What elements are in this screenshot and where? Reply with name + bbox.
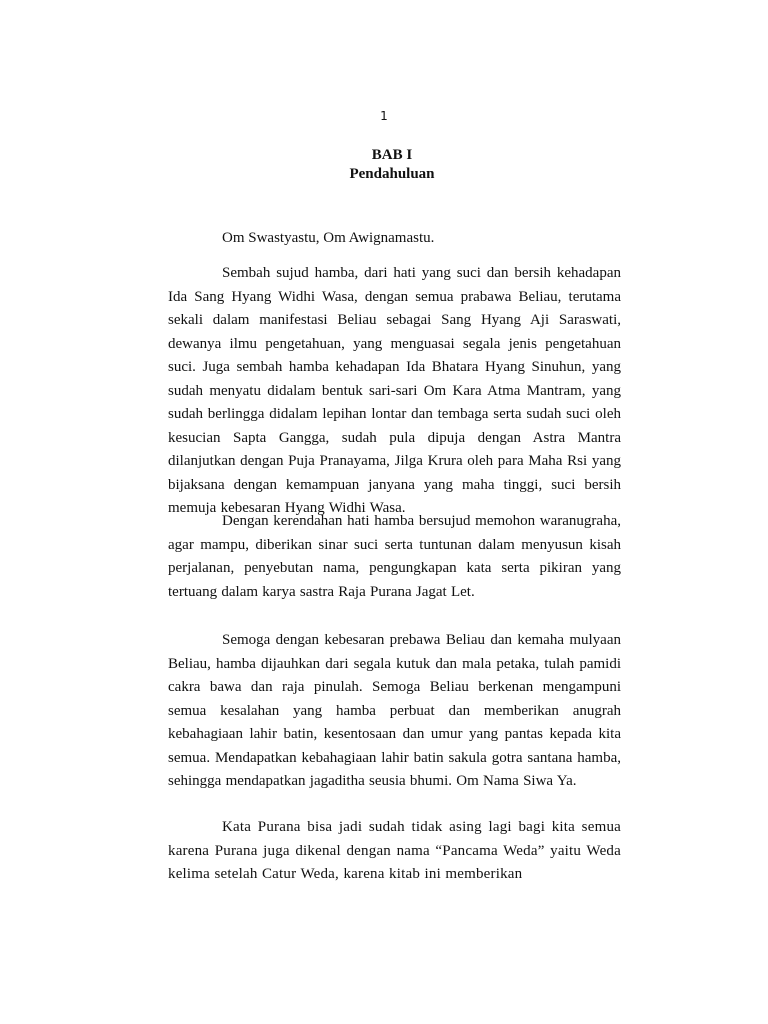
chapter-heading: BAB I [371,147,413,163]
paragraph-block [168,262,621,521]
paragraph: Sembah sujud hamba, dari hati yang suci dan bersih kehadapan Ida Sang Hyang Widhi Wasa, dengan semua prabawa Beliau, terutama sekali dalam manifestasi Beliau sebagai Sang Hyang Aji Saraswati, dewanya ilmu pengetahuan, yang menguasai segala jenis pengetahuan suci. Juga sembah hamba kehadapan Ida Bhatara Hyang Sinuhun, yang sudah menyatu didalam bentuk sari-sari Om Kara Atma Mantram, yang sudah berlingga didalam lepihan lontar dan tembaga serta sudah suci oleh kesucian Sapta Gangga, sudah pula dipuja dengan Astra Mantra dilanjutkan dengan Puja Pranayama, Jilga Krura oleh para Maha Rsi yang bijaksana dengan kemampuan janyana yang maha tinggi, suci bersih memuja kebesaran Hyang Widhi Wasa. [168,265,621,516]
paragraph: Semoga dengan kebesaran prebawa Beliau dan kemaha mulyaan Beliau, hamba dijauhkan dari segala kutuk dan mala petaka, tulah pamidi cakra bawa dan raja pinulah. Semoga Beliau berkenan mengampuni semua kesalahan yang hamba perbuat dan memberikan anugrah kebahagiaan lahir batin, kesentosaan dan umur yang pantas kepada kita semua. Mendapatkan kebahagiaan lahir batin sakula gotra santana hamba, sehingga mendapatkan jagaditha seusia bhumi. Om Nama Siwa Ya. [168,632,621,789]
paragraph-block [168,510,621,604]
chapter-title: Pendahuluan [349,166,435,182]
paragraph: Kata Purana bisa jadi sudah tidak asing lagi bagi kita semua karena Purana juga dikenal dengan nama “Pancama Weda” yaitu Weda kelima setelah Catur Weda, karena kitab ini memberikan [168,819,621,882]
greeting-block [168,227,621,251]
paragraph-block [168,629,621,794]
paragraph-block [168,816,621,887]
greeting-text: Om Swastyastu, Om Awignamastu. [222,230,435,246]
page-number: 1 [380,109,388,123]
paragraph: Dengan kerendahan hati hamba bersujud memohon waranugraha, agar mampu, diberikan sinar suci serta tuntunan dalam menyusun kisah perjalanan, penyebutan nama, pengungkapan kata serta pikiran yang tertuang dalam karya sastra Raja Purana Jagat Let. [168,513,621,600]
